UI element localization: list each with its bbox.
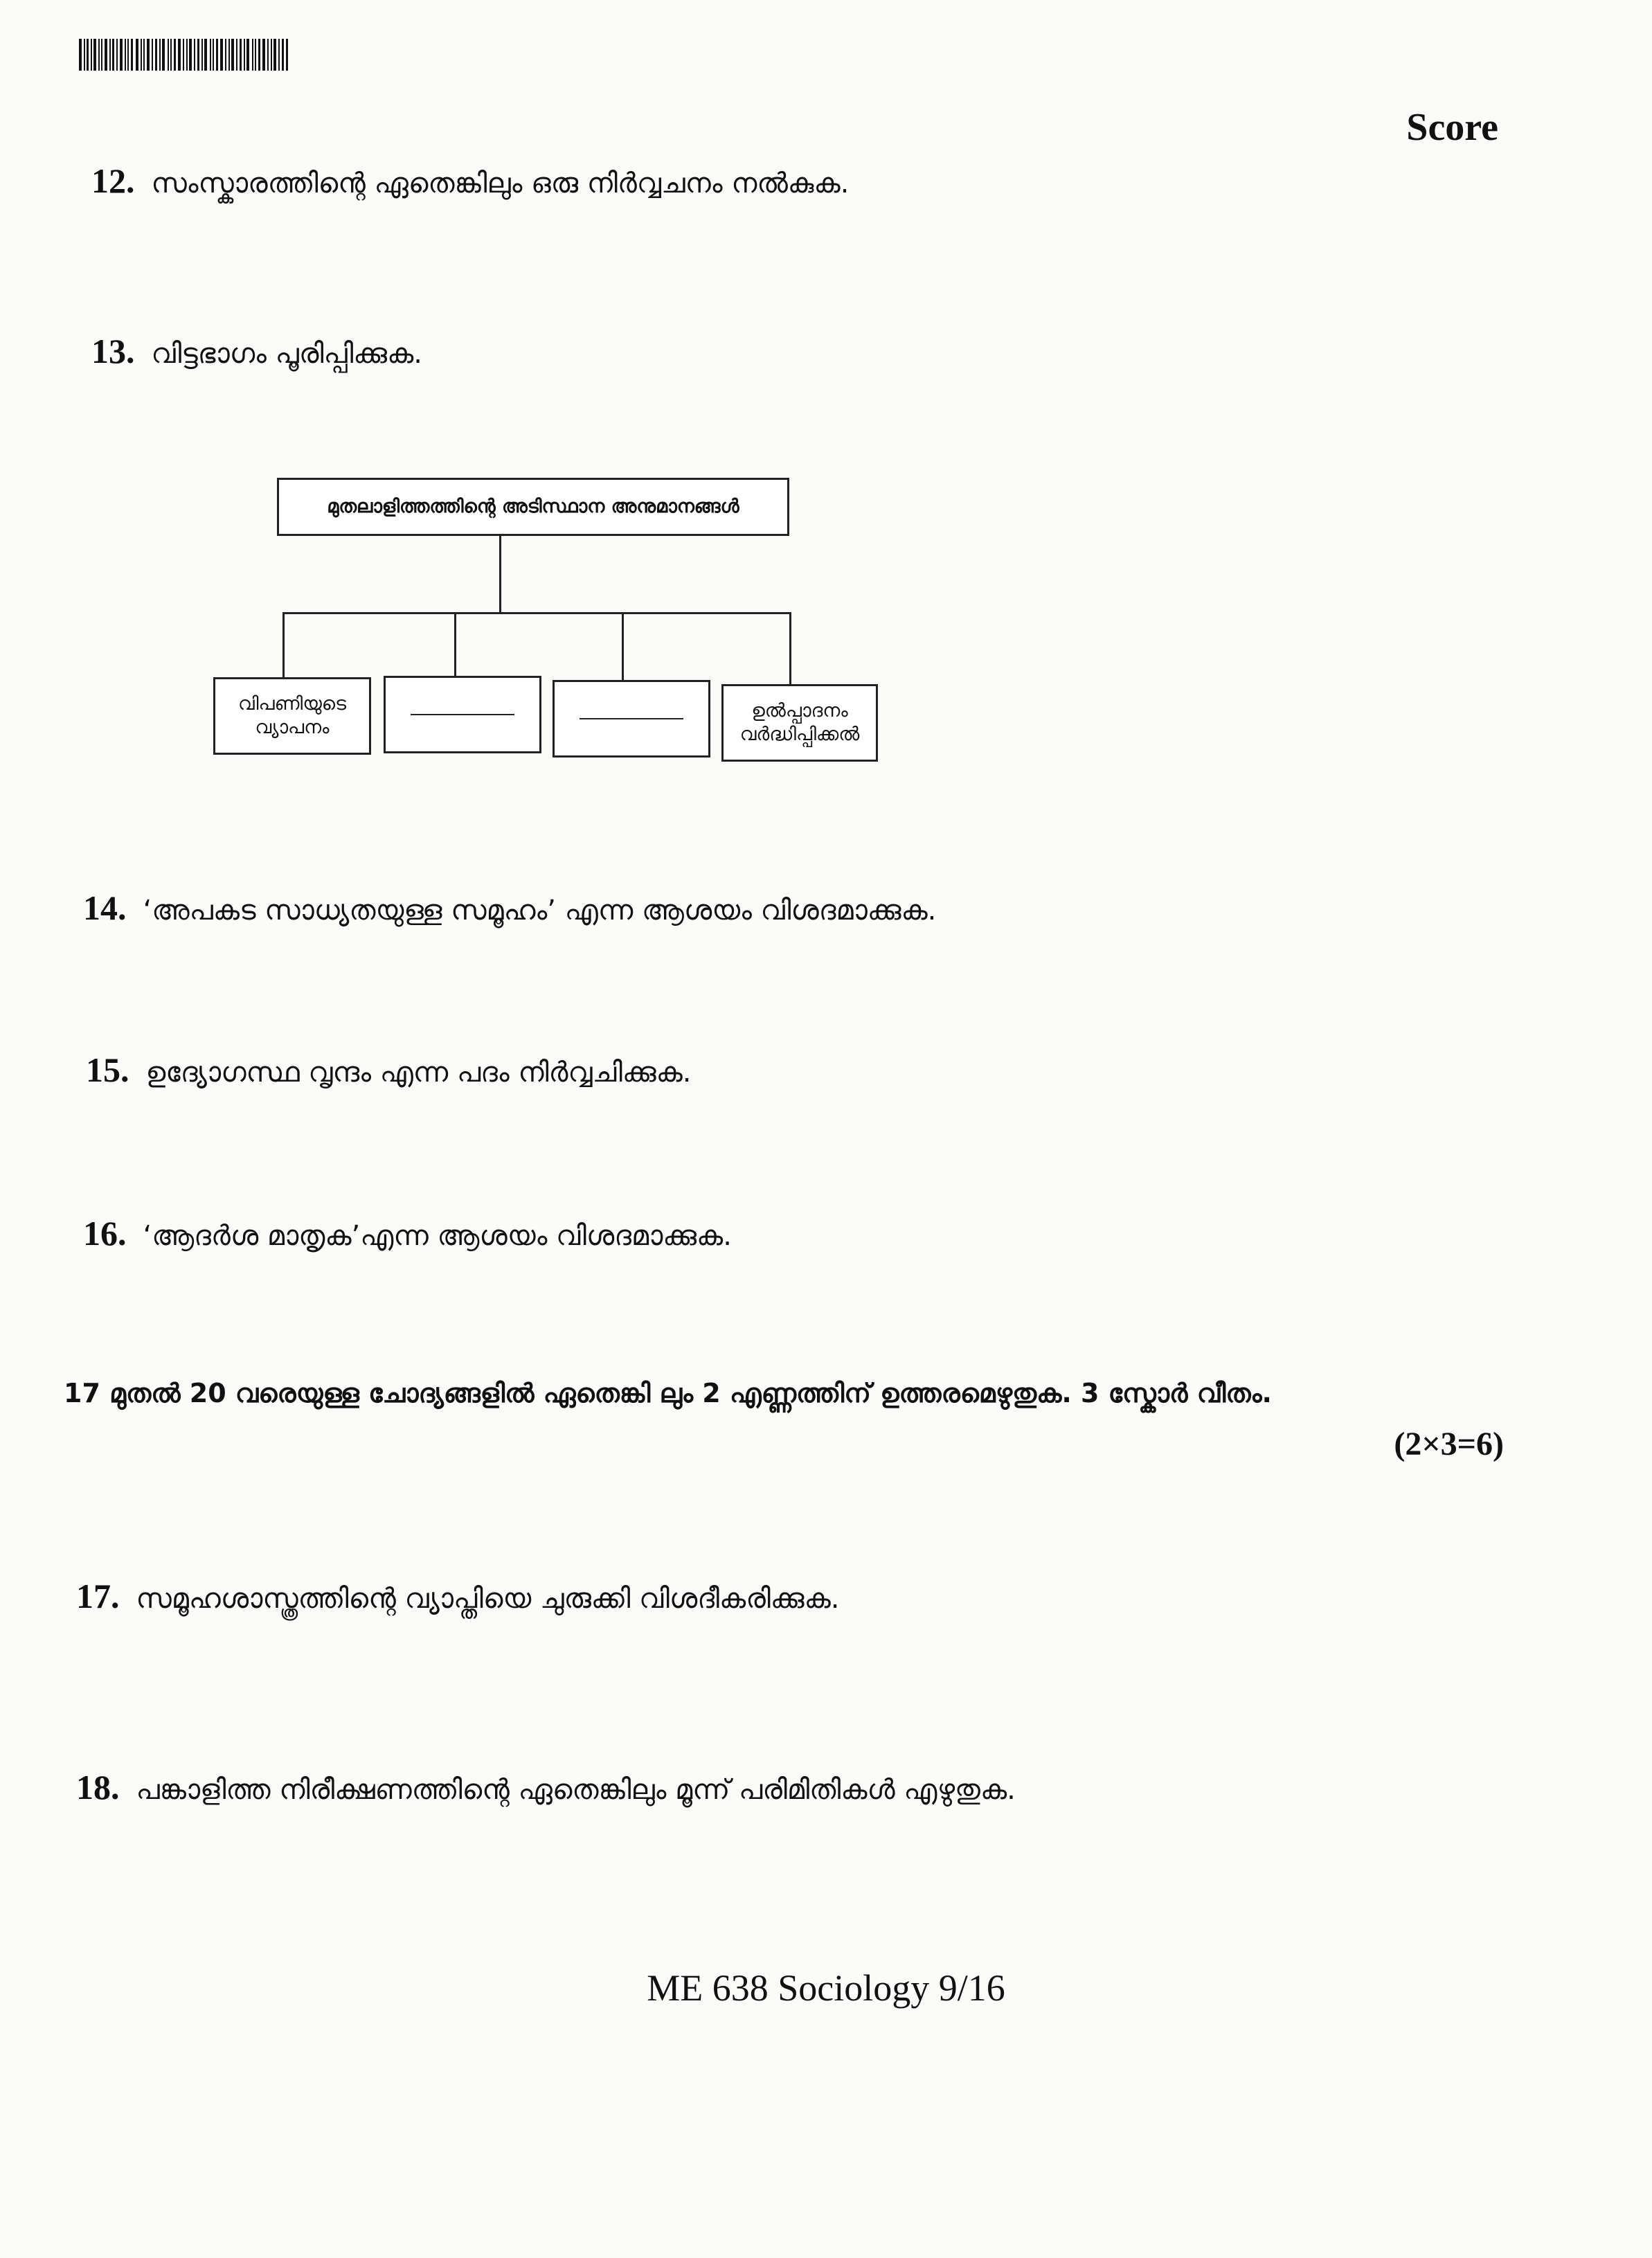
score-label: Score (1406, 106, 1498, 149)
question-12 (91, 161, 849, 201)
question-13 (91, 331, 422, 371)
question-text: ഉദ്യോഗസ്ഥ വൃന്ദം എന്ന പദം നിർവ്വചിക്കുക. (145, 1057, 692, 1088)
diagram-leaf-box (213, 677, 371, 755)
fill-blank-line (580, 718, 683, 719)
connector-line (454, 612, 456, 679)
question-number: 16. (83, 1214, 127, 1253)
section-marks: (2×3=6) (1394, 1426, 1504, 1462)
question-16 (83, 1213, 732, 1253)
connector-line (282, 612, 791, 614)
leaf-text: ഉൽപ്പാദനം (751, 700, 848, 722)
question-17 (76, 1576, 839, 1616)
question-15 (86, 1050, 692, 1090)
leaf-text: വ്യാപനം (255, 717, 330, 738)
connector-line (282, 612, 285, 680)
capitalism-assumptions-diagram (208, 471, 886, 762)
diagram-blank-box (384, 676, 541, 753)
diagram-root-box: മുതലാളിത്തത്തിന്റെ അടിസ്ഥാന അനുമാനങ്ങൾ (277, 478, 789, 536)
question-number: 17. (76, 1577, 120, 1615)
question-text: വിട്ടഭാഗം പൂരിപ്പിക്കുക. (151, 338, 422, 370)
leaf-text: വിപണിയുടെ (237, 693, 346, 715)
question-text: ‘ആദർശ മാതൃക’എന്ന ആശയം വിശദമാക്കുക. (143, 1220, 732, 1252)
question-number: 18. (76, 1768, 120, 1807)
page-footer: ME 638 Sociology 9/16 (647, 1967, 1005, 2009)
fill-blank-line (411, 714, 514, 715)
connector-line (499, 536, 501, 613)
section-instruction: 17 മുതൽ 20 വരെയുള്ള ചോദ്യങ്ങളിൽ ഏതെങ്കി ലും 2 എണ്ണത്തിന് ഉത്തരമെഴുതുക. 3 സ്കോർ വീതം. (64, 1378, 1272, 1408)
question-text: ‘അപകട സാധ്യതയുള്ള സമൂഹം’ എന്ന ആശയം വിശദമാക്കുക. (143, 895, 937, 926)
leaf-text: വർദ്ധിപ്പിക്കൽ (739, 724, 860, 745)
barcode (79, 39, 288, 71)
question-text: പങ്കാളിത്ത നിരീക്ഷണത്തിന്റെ ഏതെങ്കിലും മൂന്ന് പരിമിതികൾ എഴുതുക. (136, 1774, 1016, 1806)
question-number: 15. (86, 1050, 129, 1089)
diagram-blank-box (553, 680, 710, 758)
question-number: 13. (91, 332, 135, 370)
question-14 (83, 888, 936, 928)
question-number: 14. (83, 888, 127, 927)
question-text: സംസ്കാരത്തിന്റെ ഏതെങ്കിലും ഒരു നിർവ്വചനം നൽകുക. (151, 168, 850, 199)
question-text: സമൂഹശാസ്ത്രത്തിന്റെ വ്യാപ്തിയെ ചുരുക്കി വിശദീകരിക്കുക. (136, 1583, 840, 1615)
question-number: 12. (91, 161, 135, 200)
connector-line (789, 612, 791, 687)
connector-line (622, 612, 624, 683)
question-18 (76, 1767, 1016, 1807)
diagram-leaf-box (721, 684, 878, 762)
